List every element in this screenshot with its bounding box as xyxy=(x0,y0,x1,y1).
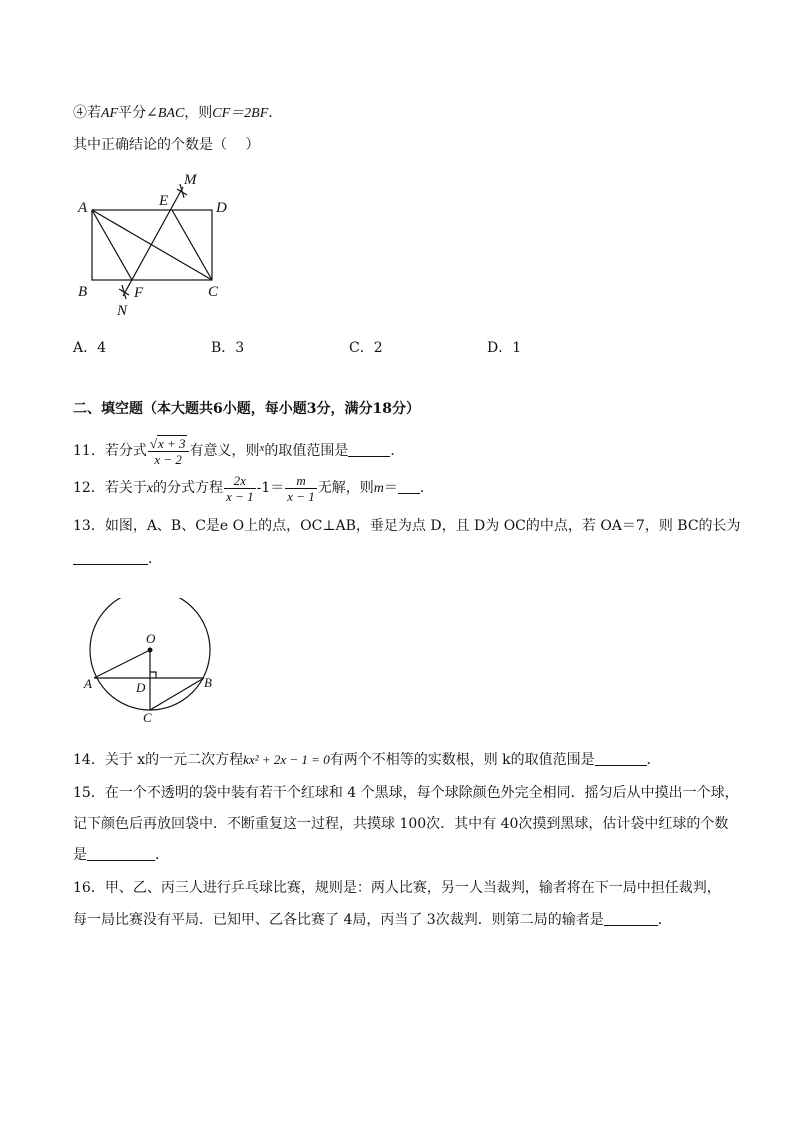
q12-frac2-den: x − 1 xyxy=(287,488,315,504)
q10-item4-bisect: 平分∠ xyxy=(118,105,158,121)
q16-line1: 16．甲、乙、丙三人进行乒乓球比赛，规则是：两人比赛，另一人当裁判，输者将在下一局中担任裁判， xyxy=(73,880,721,896)
label-d: D xyxy=(216,200,227,216)
diagonal-ac xyxy=(92,210,212,280)
label-m: M xyxy=(184,172,197,188)
q11-end: ． xyxy=(390,443,405,459)
q12-end: ． xyxy=(419,480,434,496)
q10-item4-bac: BAC xyxy=(157,106,185,121)
label-a: A xyxy=(78,200,88,216)
q11-frac-num: x + 3 xyxy=(157,435,186,451)
q11 xyxy=(73,430,404,466)
label-d2: D xyxy=(136,680,146,695)
segment-ec xyxy=(172,210,212,280)
label-b: B xyxy=(78,284,88,300)
q11-num: 11．若分式 xyxy=(73,443,147,459)
q12-frac1-den: x − 1 xyxy=(226,488,254,504)
q12-minus: -1＝ xyxy=(256,480,285,496)
label-n: N xyxy=(117,303,128,319)
segment-af xyxy=(92,210,132,280)
right-angle-mark xyxy=(150,672,156,678)
choice-b: B．3 xyxy=(211,340,245,356)
q16-line2 xyxy=(73,910,672,930)
q10-figure xyxy=(70,165,240,325)
q15-answer-blank[interactable] xyxy=(87,846,155,861)
choice-c: C．2 xyxy=(349,340,383,356)
q12-eq: ＝ xyxy=(383,480,398,496)
q14 xyxy=(73,750,661,770)
q15-line1: 15．在一个不透明的袋中装有若干个红球和 4 个黑球，每个球除颜色外完全相同．摇匀后从中摸出一个球， xyxy=(73,785,739,801)
q14-text2: 有两个不相等的实数根，则 k的取值范围是 xyxy=(329,752,595,768)
label-c2: C xyxy=(143,710,152,725)
q10-item4-eq: CF＝2BF xyxy=(212,106,269,121)
q10-question: 其中正确结论的个数是（ ） xyxy=(73,137,260,153)
q11-answer-blank[interactable] xyxy=(348,442,390,457)
q14-equation: kx² + 2x − 1 = 0 xyxy=(243,752,330,767)
q16-answer-blank[interactable] xyxy=(604,911,658,926)
center-dot xyxy=(148,648,153,653)
q13-line2 xyxy=(73,549,162,569)
label-o: O xyxy=(146,631,156,646)
q11-fraction: $\frac{√x + 3}{x - 2}$ xyxy=(148,436,189,467)
choice-a: A．4 xyxy=(73,340,107,356)
q12 xyxy=(73,470,434,506)
q10-item4-af: AF xyxy=(101,106,119,121)
q12-fraction1 xyxy=(224,473,256,504)
q12-m: m xyxy=(373,481,384,496)
q10-item4-mid: ，则 xyxy=(184,105,213,121)
label-e: E xyxy=(159,193,169,209)
q10-item4 xyxy=(73,103,282,124)
q14-text1: 14．关于 x的一元二次方程 xyxy=(73,752,244,768)
segment-bc xyxy=(150,678,204,710)
label-f: F xyxy=(134,285,144,301)
q14-answer-blank[interactable] xyxy=(595,751,647,766)
section2-title: 二、填空题（本大题共6小题，每小题3分，满分18分） xyxy=(73,401,420,417)
q12-var: x xyxy=(146,481,154,496)
q11-frac-den: x − 2 xyxy=(154,451,182,467)
q15-line2: 记下颜色后再放回袋中．不断重复这一过程，共摸球 100次．其中有 40次摸到黑球，估计袋中红球的个数 xyxy=(73,816,729,832)
q13-figure xyxy=(80,598,230,728)
label-b2: B xyxy=(204,675,212,690)
q12-fraction2 xyxy=(285,473,317,504)
q15-line3 xyxy=(73,845,169,865)
q10-item4-prefix: ④若 xyxy=(73,105,101,121)
q11-text1: 有意义，则 xyxy=(189,443,260,459)
q16-line2-text: 每一局比赛没有平局．已知甲、乙各比赛了 4局，丙当了 3次裁判．则第二局的输者是 xyxy=(73,912,604,928)
q11-var: x xyxy=(259,442,265,454)
q12-num: 12．若关于 xyxy=(73,480,147,496)
choice-d: D．1 xyxy=(487,340,522,356)
q16-end: ． xyxy=(657,912,672,928)
q10-item4-end: ． xyxy=(268,105,283,121)
q13-end: ． xyxy=(148,551,162,567)
q13-text: 13．如图，A、B、C是e O上的点，OC⊥AB，垂足为点 D，且 D为 OC的中点，若 OA＝7，则 BC的长为 xyxy=(73,518,741,534)
q15-line3-text: 是 xyxy=(73,847,87,863)
q12-frac1-num: 2x xyxy=(224,473,256,489)
label-a2: A xyxy=(84,676,92,691)
q12-text2: 无解，则 xyxy=(317,480,374,496)
q15-end: ． xyxy=(155,847,169,863)
label-c: C xyxy=(208,284,219,300)
q11-text2: 的取值范围是 xyxy=(264,443,349,459)
q14-end: ． xyxy=(646,752,661,768)
segment-oa xyxy=(94,650,150,678)
q12-frac2-num: m xyxy=(285,473,317,489)
q13-answer-blank[interactable] xyxy=(73,550,148,565)
q12-answer-blank[interactable] xyxy=(398,479,420,494)
q12-text1: 的分式方程 xyxy=(153,480,224,496)
